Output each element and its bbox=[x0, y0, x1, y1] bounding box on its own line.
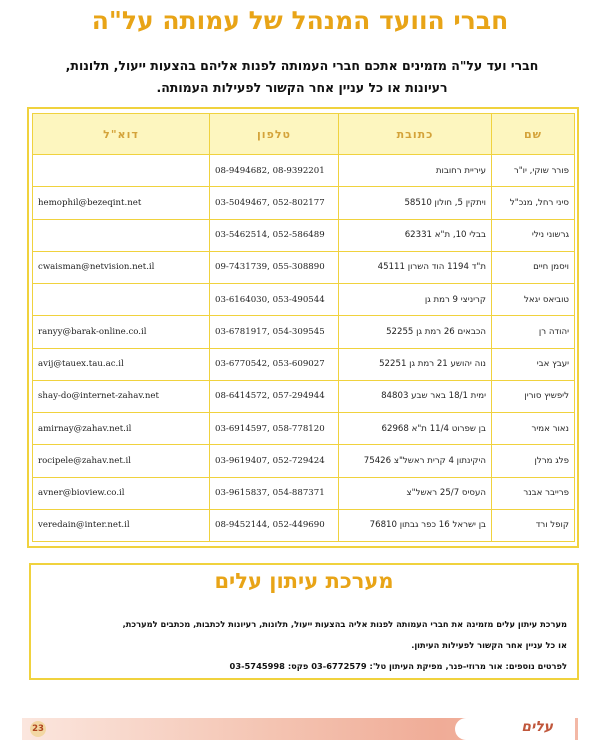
member-name: גרשוני נילי bbox=[492, 219, 575, 251]
member-email[interactable]: cwaisman@netvision.net.il bbox=[33, 251, 210, 283]
member-phone: 03-9615837, 054-887371 bbox=[210, 477, 339, 509]
member-email bbox=[33, 219, 210, 251]
table-row bbox=[33, 445, 575, 477]
editorial-line-1: מערכת עיתון עלים מזמינה את חברי העמותה לפנות אליה בהצעות ייעול, תלונות, רעיונות לכתבות, מכתבים למערכת, bbox=[122, 619, 567, 629]
page-title: חברי הוועד המנהל של עמותה על"ה bbox=[91, 6, 509, 35]
member-phone: 03-5049467, 052-802177 bbox=[210, 187, 339, 219]
editorial-line-3: לפרטים נוספים: אור מרוזי-פנר, מפיקת העיתון טל': 03-6772579 פקס: 03-5745998 bbox=[229, 661, 567, 671]
member-address: בבלי 10, ת"א 62331 bbox=[339, 219, 492, 251]
table-header-row bbox=[33, 114, 575, 155]
table-row bbox=[33, 251, 575, 283]
member-email[interactable]: amirnay@zahav.net.il bbox=[33, 413, 210, 445]
table-row bbox=[33, 187, 575, 219]
member-email bbox=[33, 284, 210, 316]
editorial-box bbox=[29, 563, 579, 680]
member-address: ת"ד 1194 הוד השרון 45111 bbox=[339, 251, 492, 283]
member-name: ויסמן חיים bbox=[492, 251, 575, 283]
member-phone: 03-6164030, 053-490544 bbox=[210, 284, 339, 316]
member-name: פלג מרלן bbox=[492, 445, 575, 477]
member-address: העסיס 25/7 ראשל"צ bbox=[339, 477, 492, 509]
header-address: כתובת bbox=[339, 114, 492, 155]
member-phone: 03-5462514, 052-586489 bbox=[210, 219, 339, 251]
member-address: קריניצי 9 רמת גן bbox=[339, 284, 492, 316]
table-row bbox=[33, 284, 575, 316]
table-row bbox=[33, 380, 575, 412]
member-email[interactable]: shay-do@internet-zahav.net bbox=[33, 380, 210, 412]
member-phone: 08-9452144, 052-449690 bbox=[210, 509, 339, 541]
table-row bbox=[33, 316, 575, 348]
member-phone: 08-6414572, 057-294944 bbox=[210, 380, 339, 412]
member-name: טוביאס יגאל bbox=[492, 284, 575, 316]
member-phone: 03-6914597, 058-778120 bbox=[210, 413, 339, 445]
page-number: 23 bbox=[30, 721, 46, 737]
header-email: דוא"ל bbox=[33, 114, 210, 155]
member-name: יהודה רן bbox=[492, 316, 575, 348]
member-name: נאור אמיר bbox=[492, 413, 575, 445]
member-address: נוה יהושע 21 רמת גן 52251 bbox=[339, 348, 492, 380]
member-phone: 09-7431739, 055-308890 bbox=[210, 251, 339, 283]
member-phone: 03-6770542, 053-609027 bbox=[210, 348, 339, 380]
intro-line-1: חברי ועד על"ה מזמינים אתכם חברי העמותה לפנות אליהם בהצעות ייעול, תלונות, bbox=[65, 58, 539, 73]
member-name: סיני רחל, מנכ"ל bbox=[492, 187, 575, 219]
editorial-line-2: או כל עניין אחר הקשור לפעילות העיתון. bbox=[411, 640, 567, 650]
member-email[interactable]: ranyy@barak-online.co.il bbox=[33, 316, 210, 348]
board-table-frame bbox=[27, 107, 579, 548]
member-phone: 03-9619407, 052-729424 bbox=[210, 445, 339, 477]
intro-paragraph bbox=[24, 55, 580, 99]
header-name: שם bbox=[492, 114, 575, 155]
member-name: פרייבר אבנר bbox=[492, 477, 575, 509]
table-row bbox=[33, 155, 575, 187]
member-email bbox=[33, 155, 210, 187]
member-email[interactable]: hemophil@bezeqint.net bbox=[33, 187, 210, 219]
member-name: קופל ורד bbox=[492, 509, 575, 541]
table-row bbox=[33, 348, 575, 380]
editorial-body bbox=[43, 614, 567, 677]
editorial-title: מערכת עיתון עלים bbox=[214, 569, 394, 593]
footer-logo-text: עלים bbox=[521, 719, 553, 735]
member-phone: 08-9494682, 08-9392201 bbox=[210, 155, 339, 187]
board-members-table bbox=[32, 113, 575, 542]
header-phone: טלפון bbox=[210, 114, 339, 155]
member-email[interactable]: rocipele@zahav.net.il bbox=[33, 445, 210, 477]
member-phone: 03-6781917, 054-309545 bbox=[210, 316, 339, 348]
member-address: בן ישראל 16 כפר גבתון 76810 bbox=[339, 509, 492, 541]
table-row bbox=[33, 219, 575, 251]
table-row bbox=[33, 477, 575, 509]
member-email[interactable]: avij@tauex.tau.ac.il bbox=[33, 348, 210, 380]
member-address: ימית 18/1 באר שבע 84803 bbox=[339, 380, 492, 412]
member-address: הכבאים 26 רמת גן 52255 bbox=[339, 316, 492, 348]
member-name: ליפשיץ סורין bbox=[492, 380, 575, 412]
footer-logo bbox=[455, 718, 575, 740]
intro-line-2: רעיונות או כל עניין אחר הקשור לפעילות העמותה. bbox=[156, 80, 448, 95]
member-address: עיריית רחובות bbox=[339, 155, 492, 187]
table-row bbox=[33, 509, 575, 541]
member-address: היקינתון 4 קרית ראשל"צ 75426 bbox=[339, 445, 492, 477]
member-name: פורר שוקי, יו"ר bbox=[492, 155, 575, 187]
member-address: ויתקין 5, חולון 58510 bbox=[339, 187, 492, 219]
member-email[interactable]: veredain@inter.net.il bbox=[33, 509, 210, 541]
member-address: בן שפרוט 11/4 ת"א 62968 bbox=[339, 413, 492, 445]
member-name: יעבץ אבי bbox=[492, 348, 575, 380]
member-email[interactable]: avner@bioview.co.il bbox=[33, 477, 210, 509]
table-body bbox=[33, 155, 575, 542]
table-row bbox=[33, 413, 575, 445]
